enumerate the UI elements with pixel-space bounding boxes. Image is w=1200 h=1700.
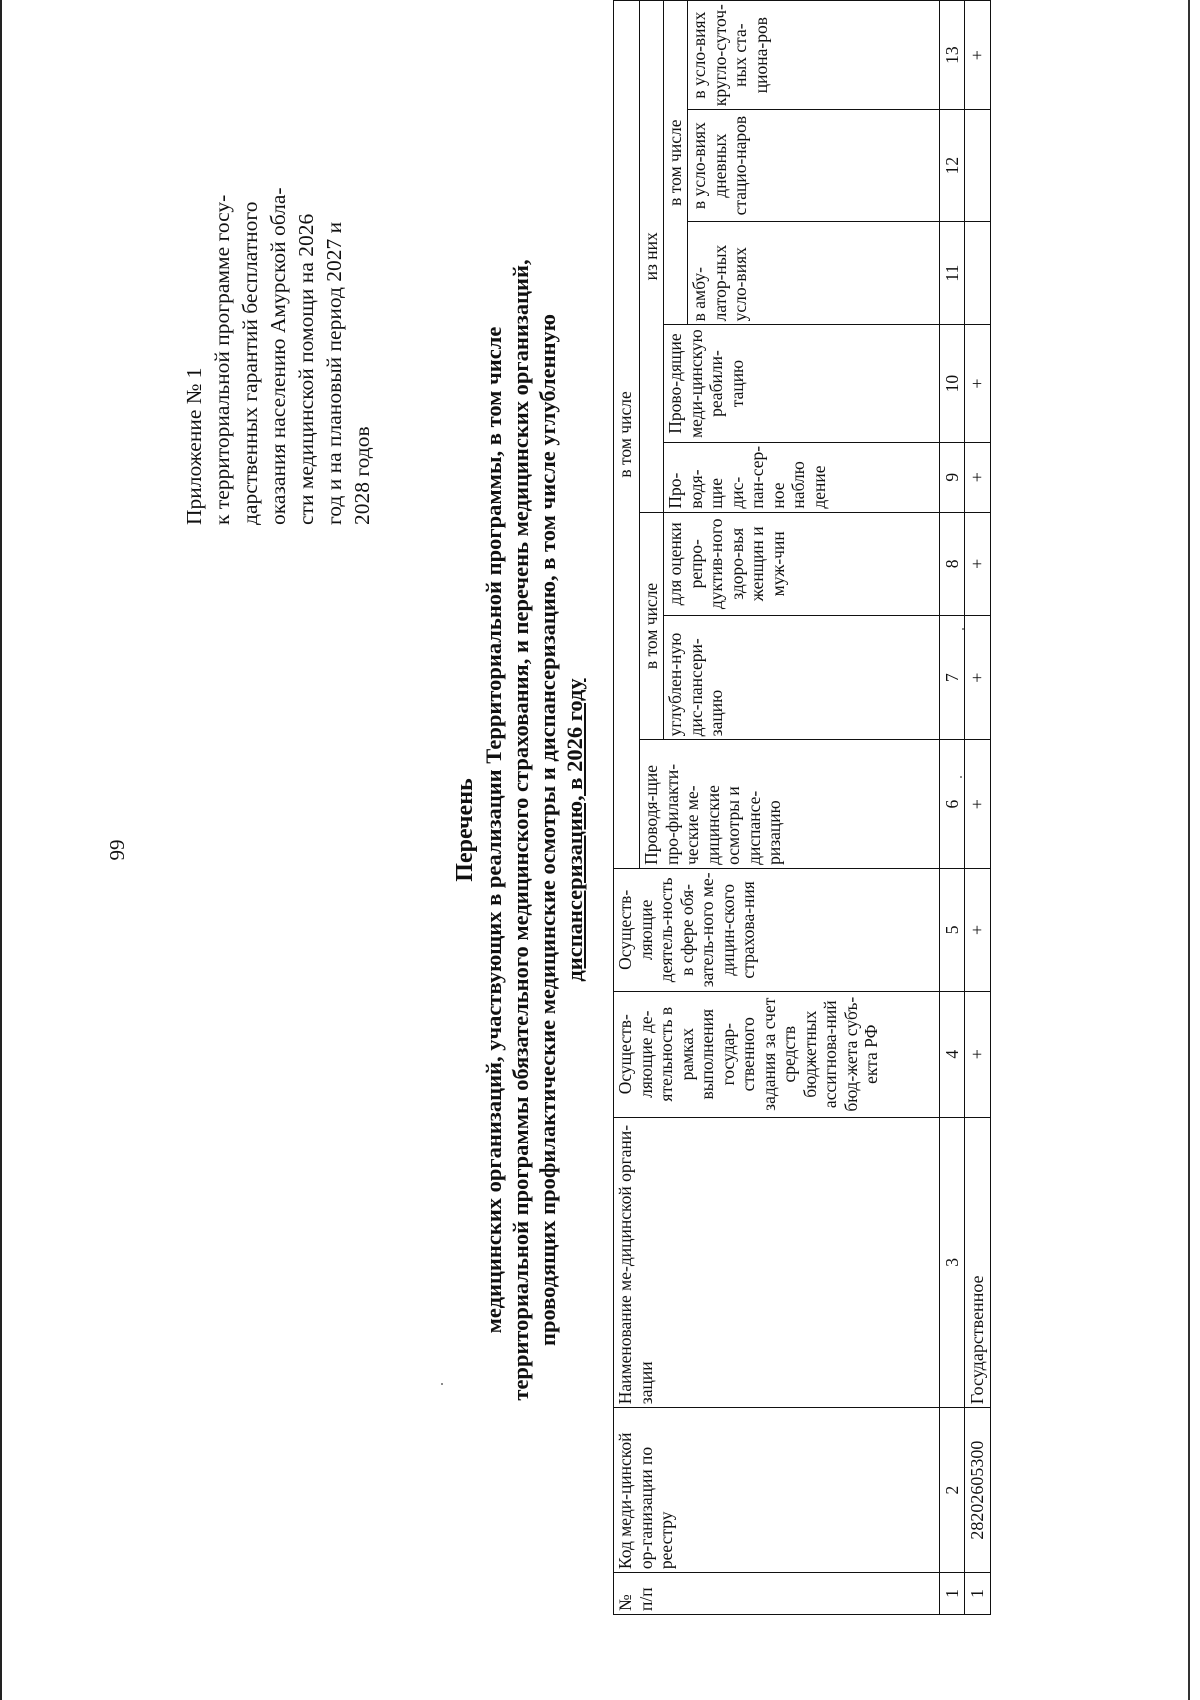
column-number: 8 xyxy=(940,512,965,615)
appendix-line: 2028 годов xyxy=(350,426,374,525)
column-number: 12 xyxy=(940,110,965,222)
column-number: 6 xyxy=(940,740,965,869)
column-number: 7 xyxy=(940,616,965,740)
appendix-caption xyxy=(180,95,376,525)
header-row-1 xyxy=(614,1,640,1615)
header-preventive: Проводя-щие про-филакти-ческие ме-дицинские осмотры и диспансе-ризацию xyxy=(640,740,940,869)
header-reproductive: для оценки репро-дуктив-ного здоро-вья женщин и муж-чин xyxy=(664,512,940,615)
header-code: Код меди-цинской ор-ганизации по реестру xyxy=(614,1408,940,1573)
column-number: 4 xyxy=(940,991,965,1117)
column-numbers-row xyxy=(940,1,965,1615)
appendix-line: сти медицинской помощи на 2026 xyxy=(294,213,318,525)
column-number: 3 xyxy=(940,1117,965,1408)
cell-mark: + xyxy=(965,512,991,615)
document-title xyxy=(450,250,588,1410)
header-round-clock: в усло-виях кругло-суточ-ных ста-циона-ров xyxy=(688,1,940,110)
header-group-in-that-number: в том числе xyxy=(614,1,640,869)
cell-mark: + xyxy=(965,868,991,991)
title-line: диспансеризацию, в 2026 году xyxy=(562,678,587,982)
header-outpatient: в амбу-латор-ных усло-виях xyxy=(688,222,940,325)
column-number: 2 xyxy=(940,1408,965,1573)
header-oms: Осуществ-ляющие деятель-ность в сфере обя-затель-ного ме-дицин-ского страхова-ния xyxy=(614,868,940,991)
column-number: 11 xyxy=(940,222,965,325)
cell-mark: + xyxy=(965,1,991,110)
title-line: территориальной программы обязательного медицинского страхования, и перечень медицинских организаций, xyxy=(508,259,533,1401)
cell-mark: + xyxy=(965,991,991,1117)
appendix-line: Приложение № 1 xyxy=(182,367,206,525)
appendix-line: оказания населению Амурской обла- xyxy=(266,187,290,525)
page-number: 99 xyxy=(105,839,129,861)
header-subgroup-in-that-number-2: в том числе xyxy=(664,1,688,325)
header-name: Наименование ме-дицинской органи-зации xyxy=(614,1117,940,1408)
header-number: № п/п xyxy=(614,1573,940,1615)
cell-code: 282026053​00 xyxy=(965,1408,991,1573)
column-number: 1 xyxy=(940,1573,965,1615)
header-rehabilitation: Прово-дящие меди-цинскую реабили-тацию xyxy=(664,325,940,442)
cell-mark xyxy=(965,110,991,222)
table-row xyxy=(965,1,991,1615)
cell-mark: + xyxy=(965,325,991,442)
header-subgroup-in-that-number: в том числе xyxy=(640,512,664,740)
title-heading: Перечень xyxy=(452,778,478,882)
header-state-task: Осуществ-ляющие де-ятельность в рамках выполнения государ-ственного задания за счет средств бюджетных ассигнова-ний бюд-жета субъ-екта РФ xyxy=(614,991,940,1117)
appendix-line: год и на плановый период 2027 и xyxy=(322,221,346,525)
title-line: медицинских организаций, участвующих в реализации Территориальной программы, в том числе xyxy=(481,326,506,1334)
column-number: 13 xyxy=(940,1,965,110)
cell-name: Государственное xyxy=(965,1117,991,1408)
header-subgroup-of-them: из них xyxy=(640,1,664,513)
header-in-depth: углублен-ную дис-пансери-зацию xyxy=(664,616,940,740)
organizations-table xyxy=(613,0,991,1615)
column-number: 9 xyxy=(940,442,965,512)
header-observation: Про-водя-щие дис-пан-сер-ное наблю дение xyxy=(664,442,940,512)
cell-mark xyxy=(965,222,991,325)
cell-mark: + xyxy=(965,740,991,869)
header-day-hospital: в усло-виях дневных стацио-наров xyxy=(688,110,940,222)
appendix-line: дарственных гарантий бесплатного xyxy=(238,201,262,525)
title-line: проводящих профилактические медицинские осмотры и диспансеризацию, в том числе углубленную xyxy=(535,314,560,1347)
cell-number: 1 xyxy=(965,1573,991,1615)
column-number: 10 xyxy=(940,325,965,442)
cell-mark: + xyxy=(965,442,991,512)
column-number: 5 xyxy=(940,868,965,991)
appendix-line: к территориальной программе госу- xyxy=(210,194,234,525)
cell-mark: + xyxy=(965,616,991,740)
